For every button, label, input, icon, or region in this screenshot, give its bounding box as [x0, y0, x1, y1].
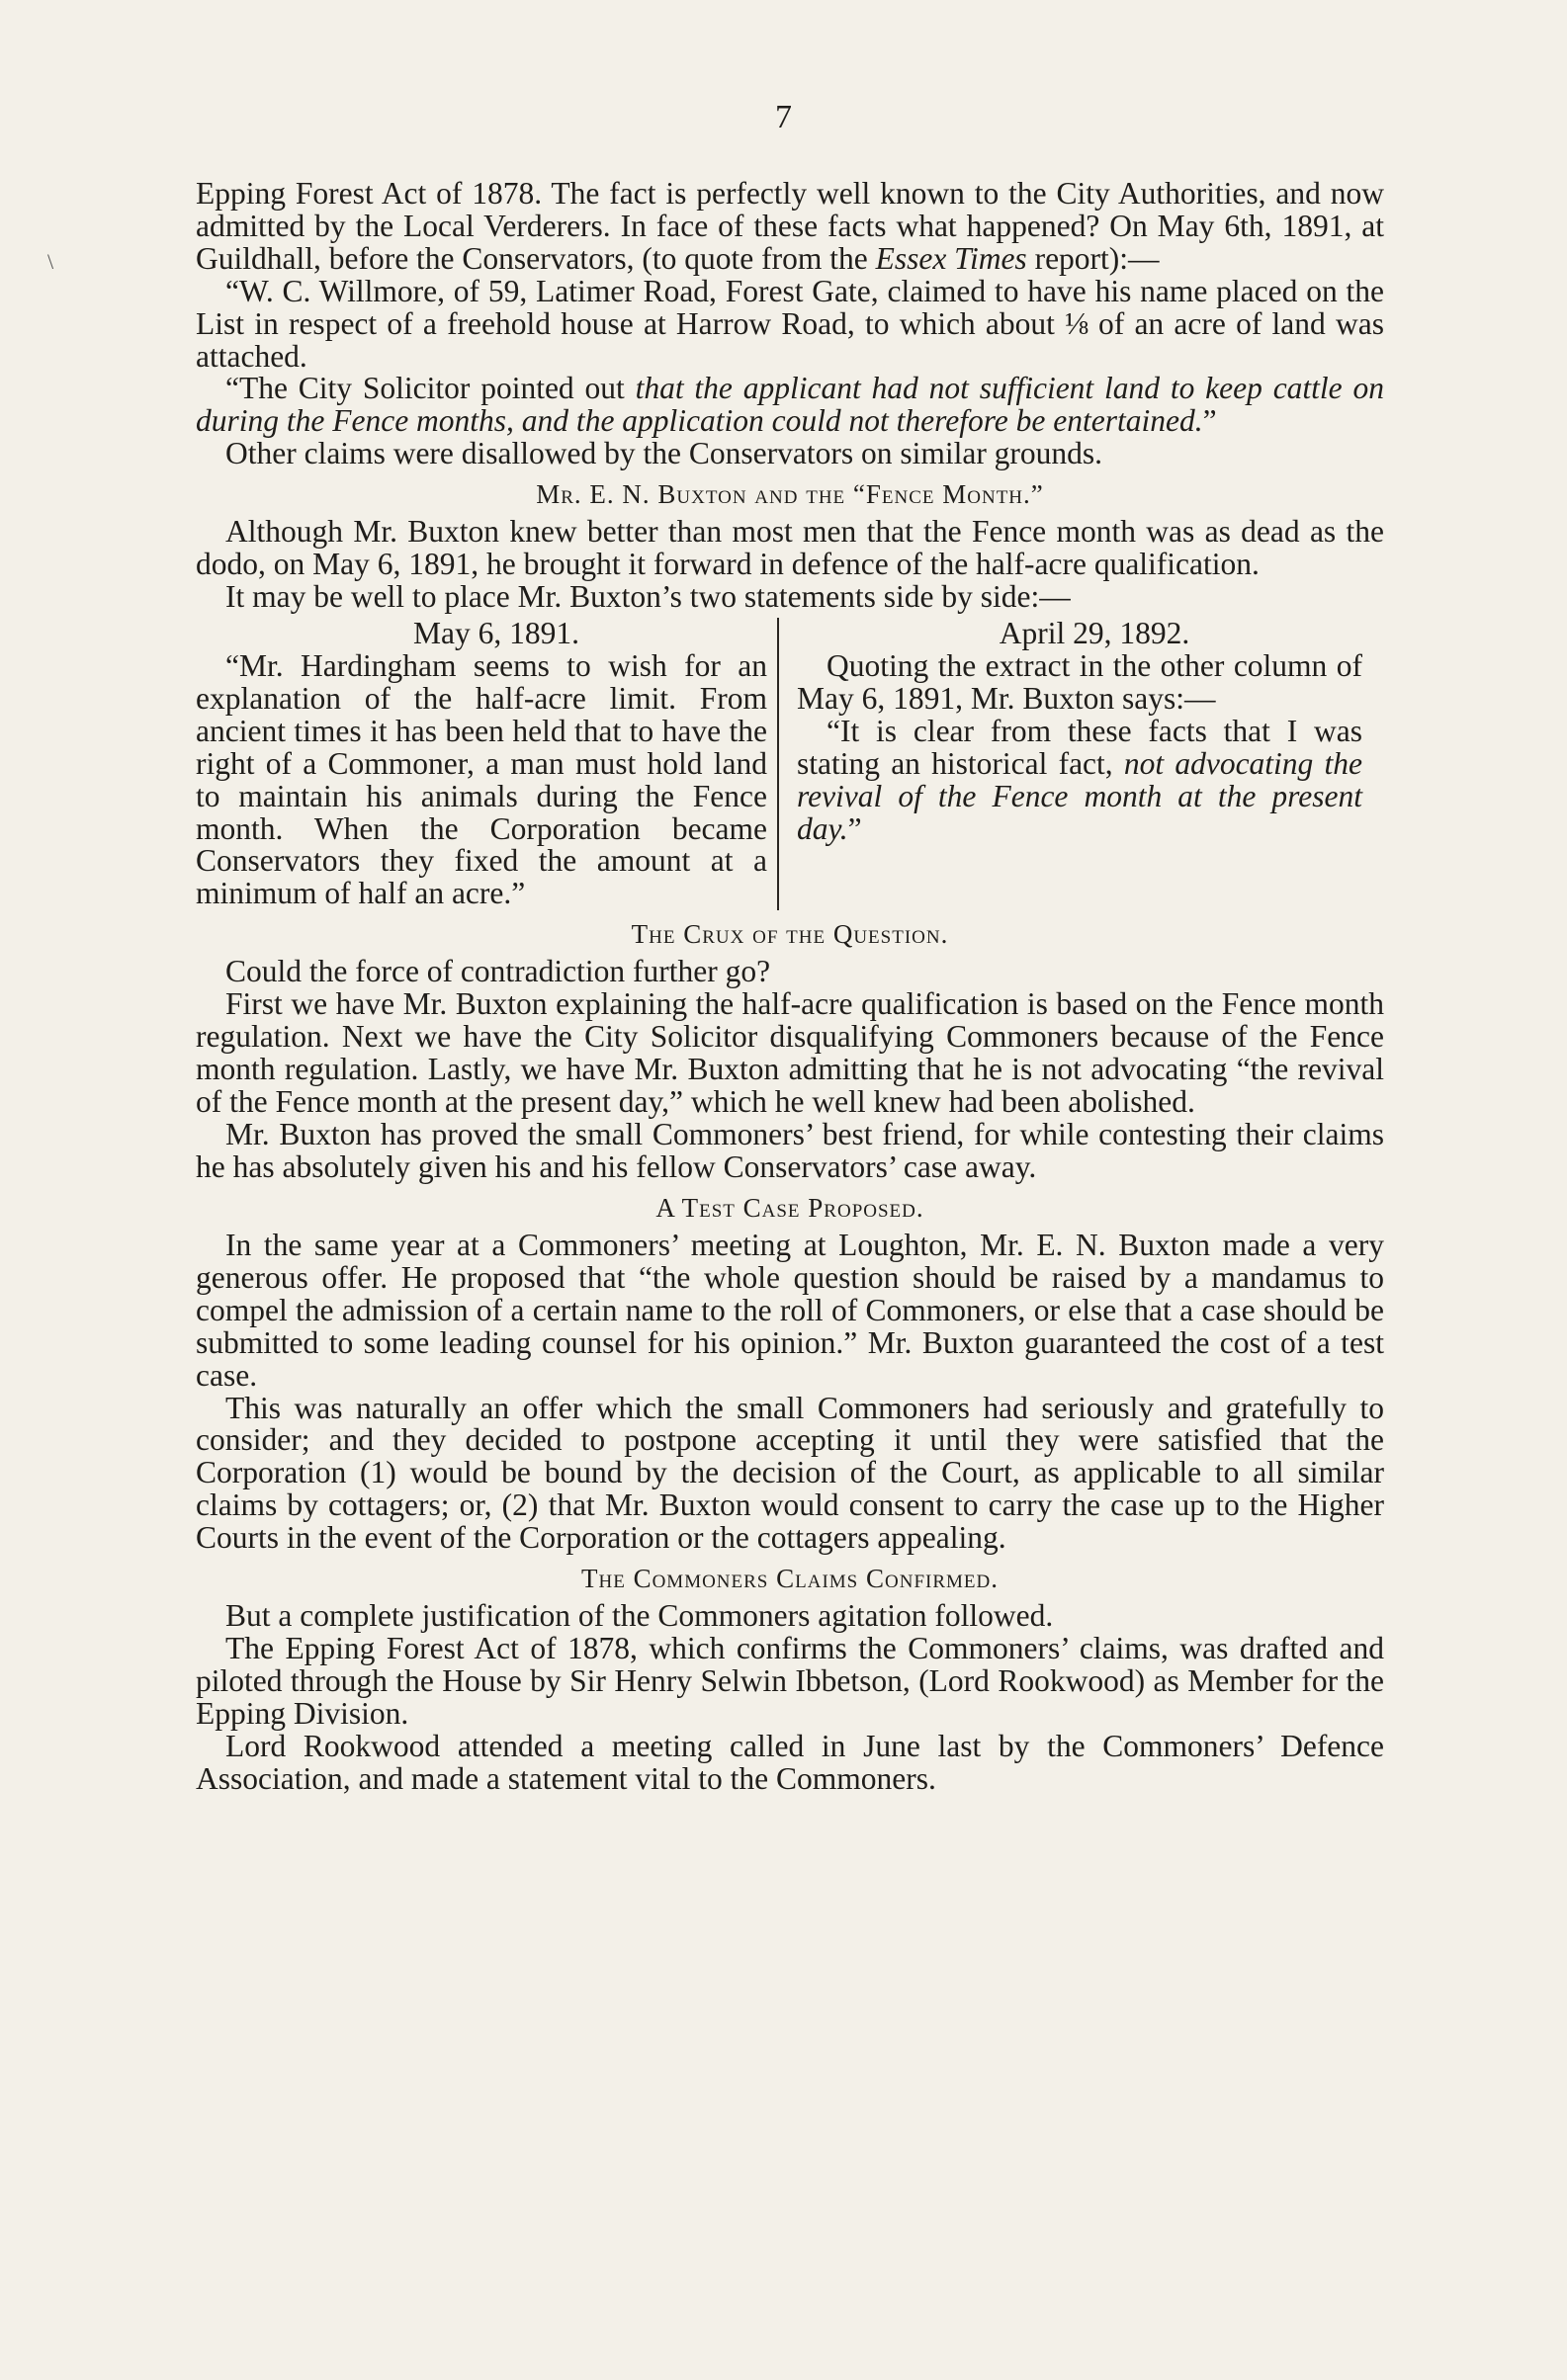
right-column-date: April 29, 1892. — [999, 616, 1190, 651]
section-heading-claims-confirmed: The Commoners Claims Confirmed. — [581, 1564, 999, 1594]
right-column-quote: “It is clear from these facts that I was stating an historical fact, not advocating the revival of the Fence month at the present day.” — [797, 713, 1362, 846]
margin-mark: \ — [47, 249, 54, 274]
page-number: 7 — [775, 99, 792, 135]
statement-columns — [196, 618, 1384, 910]
city-solicitor-quote: “The City Solicitor pointed out that the applicant had not sufficient land to keep cattle on during the Fence months, and the application could not therefore be entertained.” — [196, 371, 1384, 439]
claims-paragraph-2: The Epping Forest Act of 1878, which confirms the Commoners’ claims, was drafted and piloted through the House by Sir Henry Selwin Ibbetson, (Lord Rookwood) as Member for the Epping Division. — [196, 1631, 1384, 1731]
crux-paragraph-3: Mr. Buxton has proved the small Commoners’ best friend, for while contesting their claims he has absolutely given his and his fellow Conservators’ case away. — [196, 1116, 1384, 1184]
test-case-paragraph-1: In the same year at a Commoners’ meeting at Loughton, Mr. E. N. Buxton made a very generous offer. He proposed that “the whole question should be raised by a mandamus to compel the admission of a certain name to the roll of Commoners, or else that a case should be submitted to some leading counsel for his opinion.” Mr. Buxton guaranteed the cost of a test case. — [196, 1227, 1384, 1393]
intro-paragraph: Epping Forest Act of 1878. The fact is perfectly well known to the City Authorities, and now admitted by the Local Verderers. In face of these facts what happened? On May 6th, 1891, at Guildhall, before the Conservators, (to quote from the Essex Times report):— — [196, 176, 1384, 276]
section-heading-crux: The Crux of the Question. — [631, 919, 949, 950]
crux-paragraph-1: Could the force of contradiction further go? — [225, 954, 771, 989]
right-column — [779, 618, 1362, 910]
buxton-paragraph: Although Mr. Buxton knew better than most men that the Fence month was as dead as the dodo, on May 6, 1891, he brought it forward in defence of the half-acre qualification. — [196, 514, 1384, 582]
right-column-intro: Quoting the extract in the other column of May 6, 1891, Mr. Buxton says:— — [797, 647, 1362, 716]
left-column-date: May 6, 1891. — [413, 616, 579, 651]
claims-paragraph-1: But a complete justification of the Commoners agitation followed. — [225, 1598, 1054, 1634]
other-claims-paragraph: Other claims were disallowed by the Conservators on similar grounds. — [225, 436, 1103, 471]
crux-paragraph-2: First we have Mr. Buxton explaining the half-acre qualification is based on the Fence month regulation. Next we have the City Solicitor disqualifying Commoners because of the Fence month regulation. Lastly, we have Mr. Buxton admitting that he is not advocating “the revival of the Fence month at the present day,” which he well knew had been abolished. — [196, 986, 1384, 1120]
test-case-paragraph-2: This was naturally an offer which the small Commoners had seriously and gratefully to consider; and they decided to postpone accepting it until they were satisfied that the Corporation (1) would be bound by the decision of the Court, as applicable to all similar claims by cottagers; or, (2) that Mr. Buxton would consent to carry the case up to the Higher Courts in the event of the Corporation or the cottagers appealing. — [196, 1390, 1384, 1556]
section-heading-test-case: A Test Case Proposed. — [655, 1192, 924, 1223]
claims-paragraph-3: Lord Rookwood attended a meeting called in June last by the Commoners’ Defence Association, and made a statement vital to the Commoners. — [196, 1728, 1384, 1796]
left-column-text: “Mr. Hardingham seems to wish for an explanation of the half-acre limit. From ancient times it has been held that to have the right of a Commoner, a man must hold land to maintain his animals during the Fence month. When the Corporation became Conservators they fixed the amount at a minimum of half an acre.” — [196, 647, 767, 911]
side-by-side-intro: It may be well to place Mr. Buxton’s two statements side by side:— — [225, 579, 1071, 615]
section-heading-fence-month: Mr. E. N. Buxton and the “Fence Month.” — [536, 479, 1044, 510]
willmore-quote: “W. C. Willmore, of 59, Latimer Road, Forest Gate, claimed to have his name placed on the List in respect of a freehold house at Harrow Road, to which about ⅛ of an acre of land was attached. — [196, 273, 1384, 374]
body-text — [196, 178, 1384, 1796]
left-column — [196, 618, 779, 910]
